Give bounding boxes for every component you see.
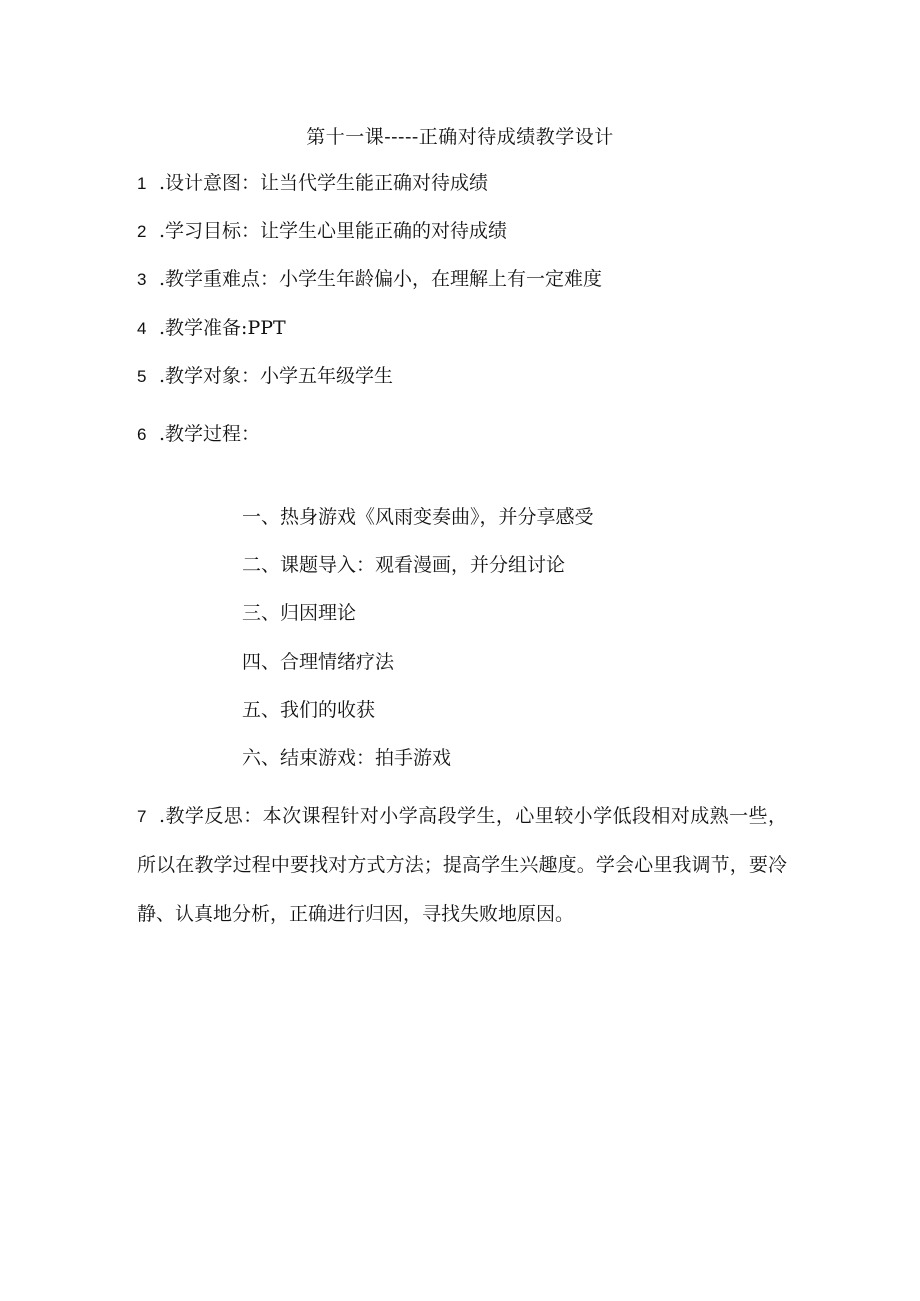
item-number: 7	[137, 807, 147, 826]
item-preparation	[137, 314, 286, 343]
document-title: 第十一课-----正确对待成绩教学设计	[306, 126, 614, 148]
item-number: 6	[137, 425, 147, 444]
item-audience	[137, 362, 393, 391]
item-text: .教学对象：小学五年级学生	[159, 365, 394, 387]
item-text: .设计意图：让当代学生能正确对待成绩	[159, 172, 489, 194]
reflection-paragraph	[137, 792, 787, 939]
item-number: 5	[137, 367, 147, 386]
process-step: 四、合理情绪疗法	[242, 651, 395, 673]
process-step: 一、热身游戏《风雨变奏曲》，并分享感受	[242, 506, 594, 528]
item-text: .教学重难点：小学生年龄偏小，在理解上有一定难度	[159, 268, 603, 290]
process-step: 六、结束游戏：拍手游戏	[242, 747, 452, 769]
item-design-intent	[137, 169, 488, 198]
process-step: 五、我们的收获	[242, 699, 376, 721]
reflection-text: .教学反思：本次课程针对小学高段学生，心里较小学低段相对成熟一些，所以在教学过程中要找对方式方法；提高学生兴趣度。学会心里我调节，要冷静、认真地分析，正确进行归因，寻找失败地原因。	[137, 805, 787, 925]
item-number: 2	[137, 222, 147, 241]
item-number: 4	[137, 319, 147, 338]
item-number: 3	[137, 270, 147, 289]
item-process	[137, 420, 260, 449]
process-step: 三、归因理论	[242, 602, 357, 624]
item-text: .教学过程：	[159, 423, 261, 445]
item-key-difficulty	[137, 265, 602, 294]
item-learning-goal	[137, 217, 507, 246]
item-text: .教学准备:PPT	[159, 317, 286, 339]
process-step: 二、课题导入：观看漫画，并分组讨论	[242, 554, 566, 576]
item-number: 1	[137, 174, 147, 193]
item-text: .学习目标：让学生心里能正确的对待成绩	[159, 220, 508, 242]
